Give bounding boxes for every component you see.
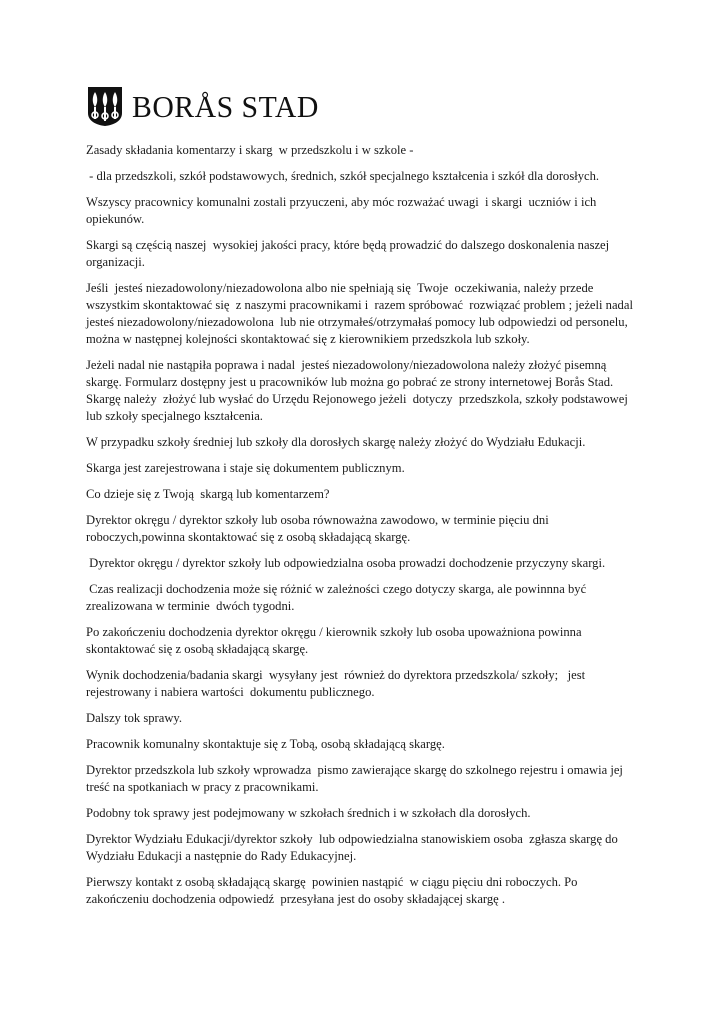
- paragraph: Wszyscy pracownicy komunalni zostali przyuczeni, aby móc rozważać uwagi i skargi uczniów i ich opiekunów.: [86, 195, 600, 226]
- paragraph: Wynik dochodzenia/badania skargi wysyłany jest również do dyrektora przedszkola/ szkoły; jest rejestrowany i nabiera wartości dokumentu publicznego.: [86, 668, 589, 699]
- paragraph: Zasady składania komentarzy i skarg w przedszkolu i w szkole -: [86, 143, 414, 157]
- paragraph: Dyrektor okręgu / dyrektor szkoły lub odpowiedzialna osoba prowadzi dochodzenie przyczyny skargi.: [86, 556, 606, 570]
- paragraph: Skarga jest zarejestrowana i staje się dokumentem publicznym.: [86, 461, 405, 475]
- header-logo: [86, 84, 642, 128]
- paragraph: Skargi są częścią naszej wysokiej jakości pracy, które będą prowadzić do dalszego doskonalenia naszej organizacji.: [86, 238, 613, 269]
- document-page: [86, 84, 642, 917]
- paragraph: Jeśli jesteś niezadowolony/niezadowolona albo nie spełniają się Twoje oczekiwania, należy przede wszystkim skontaktować się z naszymi pracownikami i razem spróbować rozwiązać problem ; jeżeli nadal jesteś niezadowolony/niezadowolona lub nie otrzymałeś/otrzymałaś pomocy lub odpowiedzi od personelu, można w następnej kolejności skontaktować się z kierownikiem przedszkola lub szkoły.: [86, 281, 640, 346]
- paragraph: Czas realizacji dochodzenia może się różnić w zależności czego dotyczy skarga, ale powinnna być zrealizowana w terminie dwóch tygodni.: [86, 582, 590, 613]
- paragraph: Pierwszy kontakt z osobą składającą skargę powinien nastąpić w ciągu pięciu dni roboczych. Po zakończeniu dochodzenia odpowiedź przesyłana jest do osoby składającej skargę .: [86, 875, 581, 906]
- paragraph: Po zakończeniu dochodzenia dyrektor okręgu / kierownik szkoły lub osoba upoważniona powinna skontaktować się z osobą składającą skargę.: [86, 625, 585, 656]
- paragraph: Dyrektor okręgu / dyrektor szkoły lub osoba równoważna zawodowo, w terminie pięciu dni roboczych,powinna skontaktować się z osobą składającą skargę.: [86, 513, 552, 544]
- paragraph: - dla przedszkoli, szkół podstawowych, średnich, szkół specjalnego kształcenia i szkół dla dorosłych.: [86, 169, 600, 183]
- boras-coat-of-arms-icon: [86, 85, 124, 127]
- paragraph: Jeżeli nadal nie nastąpiła poprawa i nadal jesteś niezadowolony/niezadowolona należy złożyć pisemną skargę. Formularz dostępny jest u pracowników lub można go pobrać ze strony internetowej Borås Stad. Skargę należy złożyć lub wysłać do Urzędu Rejonowego jeżeli dotyczy przedszkola, szkoły podstawowej lub szkoły specjalnego kształcenia.: [86, 358, 631, 423]
- paragraph: Dyrektor Wydziału Edukacji/dyrektor szkoły lub odpowiedzialna stanowiskiem osoba zgłasza skargę do Wydziału Edukacji a następnie do Rady Edukacyjnej.: [86, 832, 621, 863]
- section-heading: Dalszy tok sprawy.: [86, 711, 183, 725]
- paragraph: Dyrektor przedszkola lub szkoły wprowadza pismo zawierające skargę do szkolnego rejestru i omawia jej treść na spotkaniach w pracy z pracownikami.: [86, 763, 627, 794]
- paragraph: W przypadku szkoły średniej lub szkoły dla dorosłych skargę należy złożyć do Wydziału Edukacji.: [86, 435, 586, 449]
- paragraph: Podobny tok sprawy jest podejmowany w szkołach średnich i w szkołach dla dorosłych.: [86, 806, 531, 820]
- section-heading: Co dzieje się z Twoją skargą lub komentarzem?: [86, 487, 330, 501]
- logo-text: BORÅS STAD: [132, 88, 319, 124]
- document-body: [86, 142, 642, 908]
- paragraph: Pracownik komunalny skontaktuje się z Tobą, osobą składającą skargę.: [86, 737, 445, 751]
